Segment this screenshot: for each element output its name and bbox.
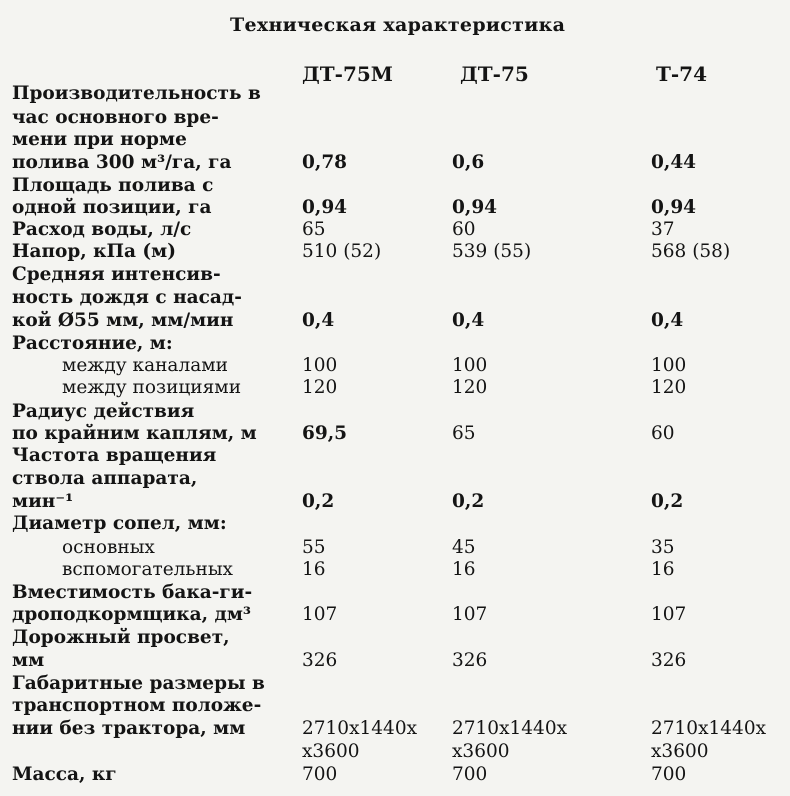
value-t74: 0,44 <box>651 152 697 173</box>
row-label: Вместимость бака-ги- <box>12 582 253 603</box>
row-label: Диаметр сопел, мм: <box>12 513 227 534</box>
table-row <box>0 332 790 355</box>
page-title: Техническая характеристика <box>230 14 566 36</box>
table-row <box>0 400 790 423</box>
row-label: полива 300 м³/га, га <box>12 152 232 173</box>
value-dt75: 0,94 <box>452 197 498 218</box>
row-label: Масса, кг <box>12 764 117 785</box>
row-label: ствола аппарата, <box>12 468 198 489</box>
row-label: нии без трактора, мм <box>12 718 246 739</box>
value-dt75m: 120 <box>302 377 338 398</box>
row-label: ность дождя с насад- <box>12 287 242 308</box>
table-row <box>0 106 790 129</box>
value-dt75m: 510 (52) <box>302 241 382 262</box>
table-row <box>0 151 790 174</box>
table-row <box>0 626 790 649</box>
row-label: Габаритные размеры в <box>12 673 265 694</box>
value-dt75: 60 <box>452 219 476 240</box>
value-dt75m: 0,94 <box>302 197 348 218</box>
row-label: по крайним каплям, м <box>12 423 257 444</box>
table-row <box>0 763 790 786</box>
value-dt75: 65 <box>452 423 476 444</box>
table-row <box>0 82 790 105</box>
value-t74: х3600 <box>651 741 709 762</box>
table-row <box>0 694 790 717</box>
value-t74: 700 <box>651 764 687 785</box>
value-dt75: 120 <box>452 377 488 398</box>
value-t74: 0,94 <box>651 197 697 218</box>
value-t74: 60 <box>651 423 675 444</box>
value-dt75: 16 <box>452 559 476 580</box>
value-dt75m: 100 <box>302 355 338 376</box>
table-row <box>0 467 790 490</box>
value-dt75: 0,6 <box>452 152 485 173</box>
value-dt75: 2710х1440х <box>452 718 568 739</box>
row-label: одной позиции, га <box>12 197 212 218</box>
table-row <box>0 581 790 604</box>
row-label: между каналами <box>62 355 228 376</box>
table-row <box>0 376 790 399</box>
row-label: Расход воды, л/с <box>12 219 192 240</box>
value-dt75m: 2710х1440х <box>302 718 418 739</box>
row-label: основных <box>62 537 155 558</box>
table-row <box>0 286 790 309</box>
value-dt75: 539 (55) <box>452 241 532 262</box>
value-t74: 16 <box>651 559 675 580</box>
value-t74: 2710х1440х <box>651 718 767 739</box>
value-t74: 107 <box>651 604 687 625</box>
table-row <box>0 558 790 581</box>
table-row <box>0 649 790 672</box>
row-label: Расстояние, м: <box>12 333 173 354</box>
value-dt75m: 69,5 <box>302 423 348 444</box>
table-row <box>0 444 790 467</box>
table-row <box>0 218 790 241</box>
value-t74: 100 <box>651 355 687 376</box>
table-row <box>0 490 790 513</box>
row-label: Средняя интенсив- <box>12 264 221 285</box>
table-row <box>0 196 790 219</box>
table-row <box>0 740 790 763</box>
value-dt75m: 0,4 <box>302 310 335 331</box>
row-label: мм <box>12 650 45 671</box>
table-row <box>0 717 790 740</box>
value-dt75: 0,2 <box>452 491 485 512</box>
column-header-dt75m: ДТ-75М <box>302 62 393 86</box>
value-t74: 0,2 <box>651 491 684 512</box>
value-dt75m: 107 <box>302 604 338 625</box>
row-label: Производительность в <box>12 83 261 104</box>
row-label: Площадь полива с <box>12 175 214 196</box>
row-label: Напор, кПа (м) <box>12 241 176 262</box>
row-label: мин⁻¹ <box>12 491 74 512</box>
row-label: кой Ø55 мм, мм/мин <box>12 310 234 331</box>
value-dt75m: 65 <box>302 219 326 240</box>
table-row <box>0 536 790 559</box>
value-dt75: 100 <box>452 355 488 376</box>
value-dt75m: 326 <box>302 650 338 671</box>
table-row <box>0 422 790 445</box>
value-t74: 568 (58) <box>651 241 731 262</box>
value-dt75: х3600 <box>452 741 510 762</box>
table-row <box>0 263 790 286</box>
value-dt75: 107 <box>452 604 488 625</box>
table-row <box>0 309 790 332</box>
table-row <box>0 240 790 263</box>
row-label: Радиус действия <box>12 401 195 422</box>
table-row <box>0 174 790 197</box>
table-row <box>0 603 790 626</box>
row-label: транспортном положе- <box>12 695 262 716</box>
row-label: Частота вращения <box>12 445 217 466</box>
row-label: дроподкормщика, дм³ <box>12 604 251 625</box>
value-dt75: 700 <box>452 764 488 785</box>
value-t74: 0,4 <box>651 310 684 331</box>
value-dt75: 0,4 <box>452 310 485 331</box>
row-label: Дорожный просвет, <box>12 627 230 648</box>
table-row <box>0 354 790 377</box>
row-label: час основного вре- <box>12 107 219 128</box>
value-dt75m: 0,2 <box>302 491 335 512</box>
value-dt75m: х3600 <box>302 741 360 762</box>
value-t74: 37 <box>651 219 675 240</box>
value-dt75m: 700 <box>302 764 338 785</box>
value-dt75: 45 <box>452 537 476 558</box>
value-t74: 120 <box>651 377 687 398</box>
row-label: вспомогательных <box>62 559 233 580</box>
table-row <box>0 672 790 695</box>
column-header-dt75: ДТ-75 <box>460 62 529 86</box>
table-row <box>0 128 790 151</box>
row-label: мени при норме <box>12 129 187 150</box>
value-dt75: 326 <box>452 650 488 671</box>
column-header-t74: Т-74 <box>656 62 708 86</box>
value-dt75m: 16 <box>302 559 326 580</box>
table-row <box>0 512 790 535</box>
value-dt75m: 0,78 <box>302 152 348 173</box>
value-t74: 326 <box>651 650 687 671</box>
value-t74: 35 <box>651 537 675 558</box>
row-label: между позициями <box>62 377 242 398</box>
value-dt75m: 55 <box>302 537 326 558</box>
